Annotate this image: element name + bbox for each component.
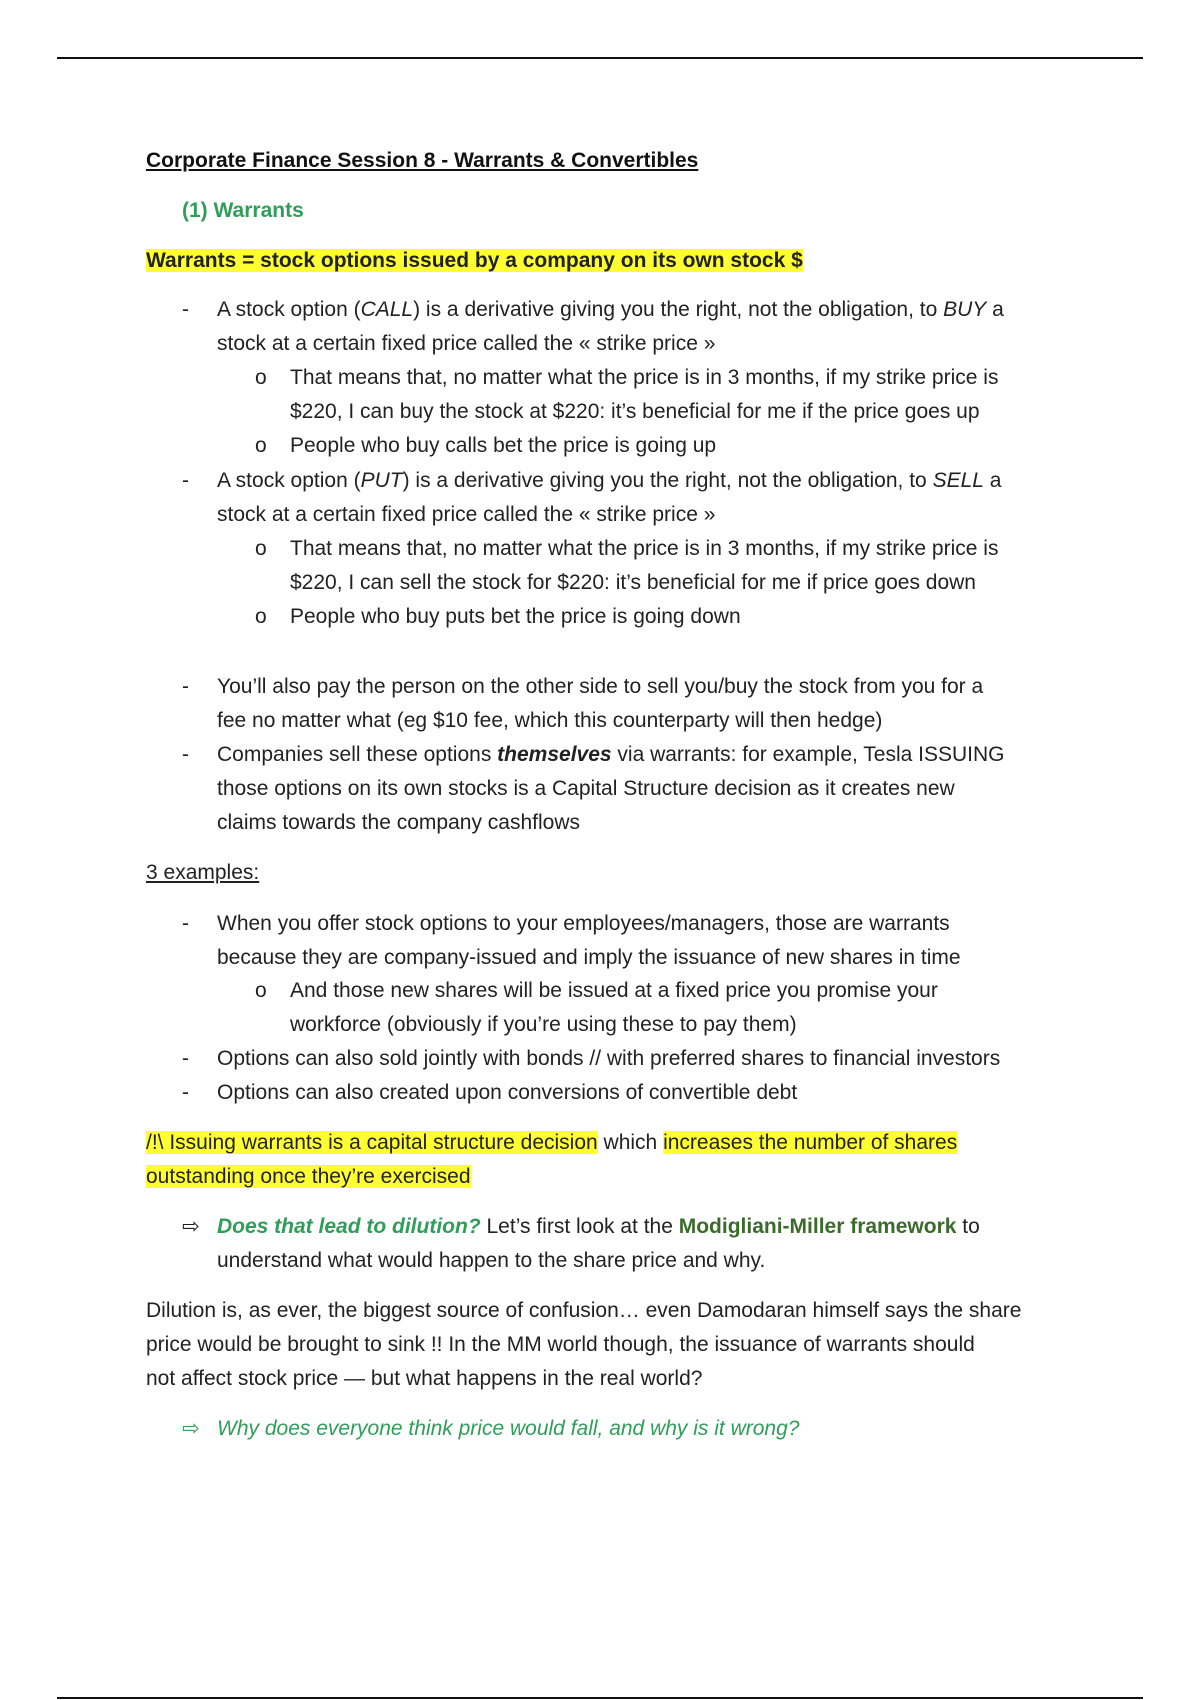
dilution-paragraph-line2: price would be brought to sink !! In the MM world though, the issuance of warrants should (146, 1333, 975, 1356)
dash-marker: - (182, 469, 189, 492)
put-sub1-line2: $220, I can sell the stock for $220: it’s beneficial for me if price goes down (290, 571, 976, 594)
mm-framework-term: Modigliani-Miller framework (678, 1215, 957, 1238)
fee-bullet-line2: fee no matter what (eg $10 fee, which this counterparty will then hedge) (217, 709, 883, 732)
text-span: Companies sell these options (217, 743, 498, 766)
arrow-icon: ⇨ (182, 1215, 200, 1238)
call-sub1-line2: $220, I can buy the stock at $220: it’s beneficial for me if the price goes up (290, 400, 980, 423)
text-span: a (983, 469, 1002, 492)
fee-bullet-line1: You’ll also pay the person on the other side to sell you/buy the stock from you for a (217, 675, 984, 698)
definition-line (146, 244, 803, 277)
sub-marker: o (255, 434, 267, 457)
text-span: A stock option ( (217, 469, 361, 492)
example1-line2: because they are company-issued and imply the issuance of new shares in time (217, 946, 961, 969)
text-span: Let’s first look at the (480, 1215, 679, 1238)
buy-term: BUY (943, 298, 987, 321)
text-span: ) is a derivative giving you the right, not the obligation, to (413, 298, 944, 321)
examples-heading: 3 examples: (146, 861, 260, 884)
top-rule (57, 57, 1143, 59)
sub-marker: o (255, 605, 267, 628)
example1-line1: When you offer stock options to your employees/managers, those are warrants (217, 912, 950, 935)
dash-marker: - (182, 743, 189, 766)
example1-sub-line2: workforce (obviously if you’re using these to pay them) (290, 1013, 797, 1036)
dilution-paragraph-line3: not affect stock price — but what happens in the real world? (146, 1367, 703, 1390)
call-bullet-line1 (217, 293, 1004, 326)
dash-marker: - (182, 912, 189, 935)
call-sub1-line1: That means that, no matter what the price is in 3 months, if my strike price is (290, 366, 999, 389)
dash-marker: - (182, 298, 189, 321)
put-sub2: People who buy puts bet the price is going down (290, 605, 741, 628)
document-title: Corporate Finance Session 8 - Warrants & Convertibles (146, 149, 699, 172)
sell-bullet-line2: those options on its own stocks is a Capital Structure decision as it creates new (217, 777, 955, 800)
sell-bullet-line3: claims towards the company cashflows (217, 811, 580, 834)
warning-line1 (146, 1126, 957, 1159)
dash-marker: - (182, 675, 189, 698)
call-sub2: People who buy calls bet the price is going up (290, 434, 717, 457)
warning-highlight: outstanding once they’re exercised (146, 1165, 471, 1188)
put-bullet-line2: stock at a certain fixed price called the « strike price » (217, 503, 716, 526)
dilution-question: Does that lead to dilution? (217, 1215, 481, 1238)
dilution-question-line2: understand what would happen to the share price and why. (217, 1249, 766, 1272)
section-heading-warrants: (1) Warrants (182, 199, 304, 222)
dash-marker: - (182, 1047, 189, 1070)
themselves-emphasis: themselves (497, 743, 612, 766)
bottom-rule (57, 1697, 1143, 1699)
sub-marker: o (255, 537, 267, 560)
example2: Options can also sold jointly with bonds // with preferred shares to financial investors (217, 1047, 1001, 1070)
sub-marker: o (255, 366, 267, 389)
dilution-question-line1 (217, 1210, 980, 1243)
warning-highlight: /!\ Issuing warrants is a capital structure decision (146, 1131, 598, 1154)
example3: Options can also created upon conversions of convertible debt (217, 1081, 798, 1104)
text-span: a (986, 298, 1004, 321)
definition-highlight: Warrants = stock options issued by a company on its own stock $ (146, 249, 803, 272)
example1-sub-line1: And those new shares will be issued at a fixed price you promise your (290, 979, 938, 1002)
text-span: ) is a derivative giving you the right, not the obligation, to (402, 469, 933, 492)
text-span: which (597, 1131, 664, 1154)
put-sub1-line1: That means that, no matter what the price is in 3 months, if my strike price is (290, 537, 999, 560)
dilution-paragraph-line1: Dilution is, as ever, the biggest source of confusion… even Damodaran himself says the share (146, 1299, 1022, 1322)
sub-marker: o (255, 979, 267, 1002)
put-term: PUT (360, 469, 403, 492)
call-bullet-line2: stock at a certain fixed price called the « strike price » (217, 332, 716, 355)
warning-line2 (146, 1160, 471, 1193)
call-term: CALL (360, 298, 414, 321)
arrow-icon: ⇨ (182, 1417, 200, 1440)
why-question: Why does everyone think price would fall, and why is it wrong? (217, 1417, 800, 1440)
put-bullet-line1 (217, 464, 1001, 497)
sell-bullet-line1 (217, 738, 1005, 771)
sell-term: SELL (932, 469, 984, 492)
text-span: to (956, 1215, 980, 1238)
text-span: A stock option ( (217, 298, 361, 321)
dash-marker: - (182, 1081, 189, 1104)
text-span: via warrants: for example, Tesla ISSUING (611, 743, 1005, 766)
warning-highlight: increases the number of shares (663, 1131, 958, 1154)
